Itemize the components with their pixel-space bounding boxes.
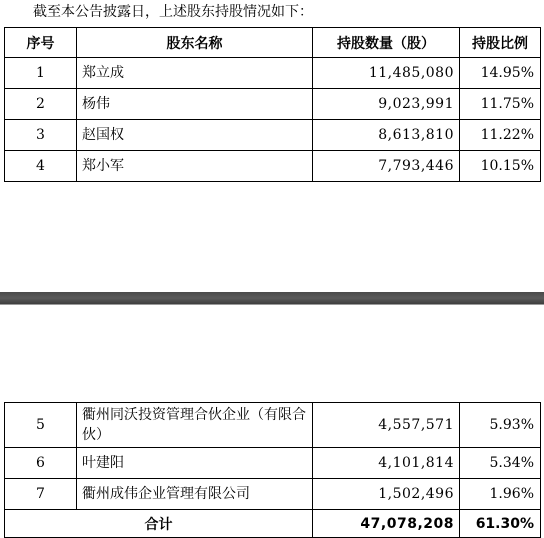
total-label: 合计 [5,510,313,538]
row-shares: 8,613,810 [313,120,460,151]
row-ratio: 5.34% [460,448,541,479]
row-ratio: 11.22% [460,120,541,151]
row-ratio: 5.93% [460,403,541,448]
table-row [5,151,541,182]
header-seq: 序号 [5,28,77,58]
row-seq: 5 [5,403,77,448]
row-shares: 11,485,080 [313,58,460,89]
row-seq: 6 [5,448,77,479]
table-total-row [5,510,541,538]
row-shares: 9,023,991 [313,89,460,120]
row-seq: 4 [5,151,77,182]
row-name: 叶建阳 [77,448,313,479]
row-ratio: 11.75% [460,89,541,120]
row-ratio: 14.95% [460,58,541,89]
row-seq: 3 [5,120,77,151]
row-shares: 4,101,814 [313,448,460,479]
header-ratio: 持股比例 [460,28,541,58]
row-shares: 7,793,446 [313,151,460,182]
table-row [5,479,541,510]
row-ratio: 10.15% [460,151,541,182]
row-name: 郑小军 [77,151,313,182]
row-name: 衢州同沃投资管理合伙企业（有限合伙） [77,403,313,448]
table-row [5,403,541,448]
intro-text: 截至本公告披露日，上述股东持股情况如下： [33,4,313,20]
table-row [5,89,541,120]
row-seq: 7 [5,479,77,510]
header-shares: 持股数量（股） [313,28,460,58]
table-row [5,448,541,479]
row-name: 杨伟 [77,89,313,120]
shareholder-table-bottom [4,402,541,538]
total-shares: 47,078,208 [313,510,460,538]
total-ratio: 61.30% [460,510,541,538]
row-shares: 4,557,571 [313,403,460,448]
row-name: 衢州成伟企业管理有限公司 [77,479,313,510]
table-row [5,120,541,151]
row-name: 郑立成 [77,58,313,89]
row-shares: 1,502,496 [313,479,460,510]
row-ratio: 1.96% [460,479,541,510]
row-seq: 2 [5,89,77,120]
row-seq: 1 [5,58,77,89]
page-break-separator [0,292,544,304]
header-name: 股东名称 [77,28,313,58]
shareholder-table-top [4,27,541,182]
table-row [5,58,541,89]
table-header-row [5,28,541,58]
row-name: 赵国权 [77,120,313,151]
